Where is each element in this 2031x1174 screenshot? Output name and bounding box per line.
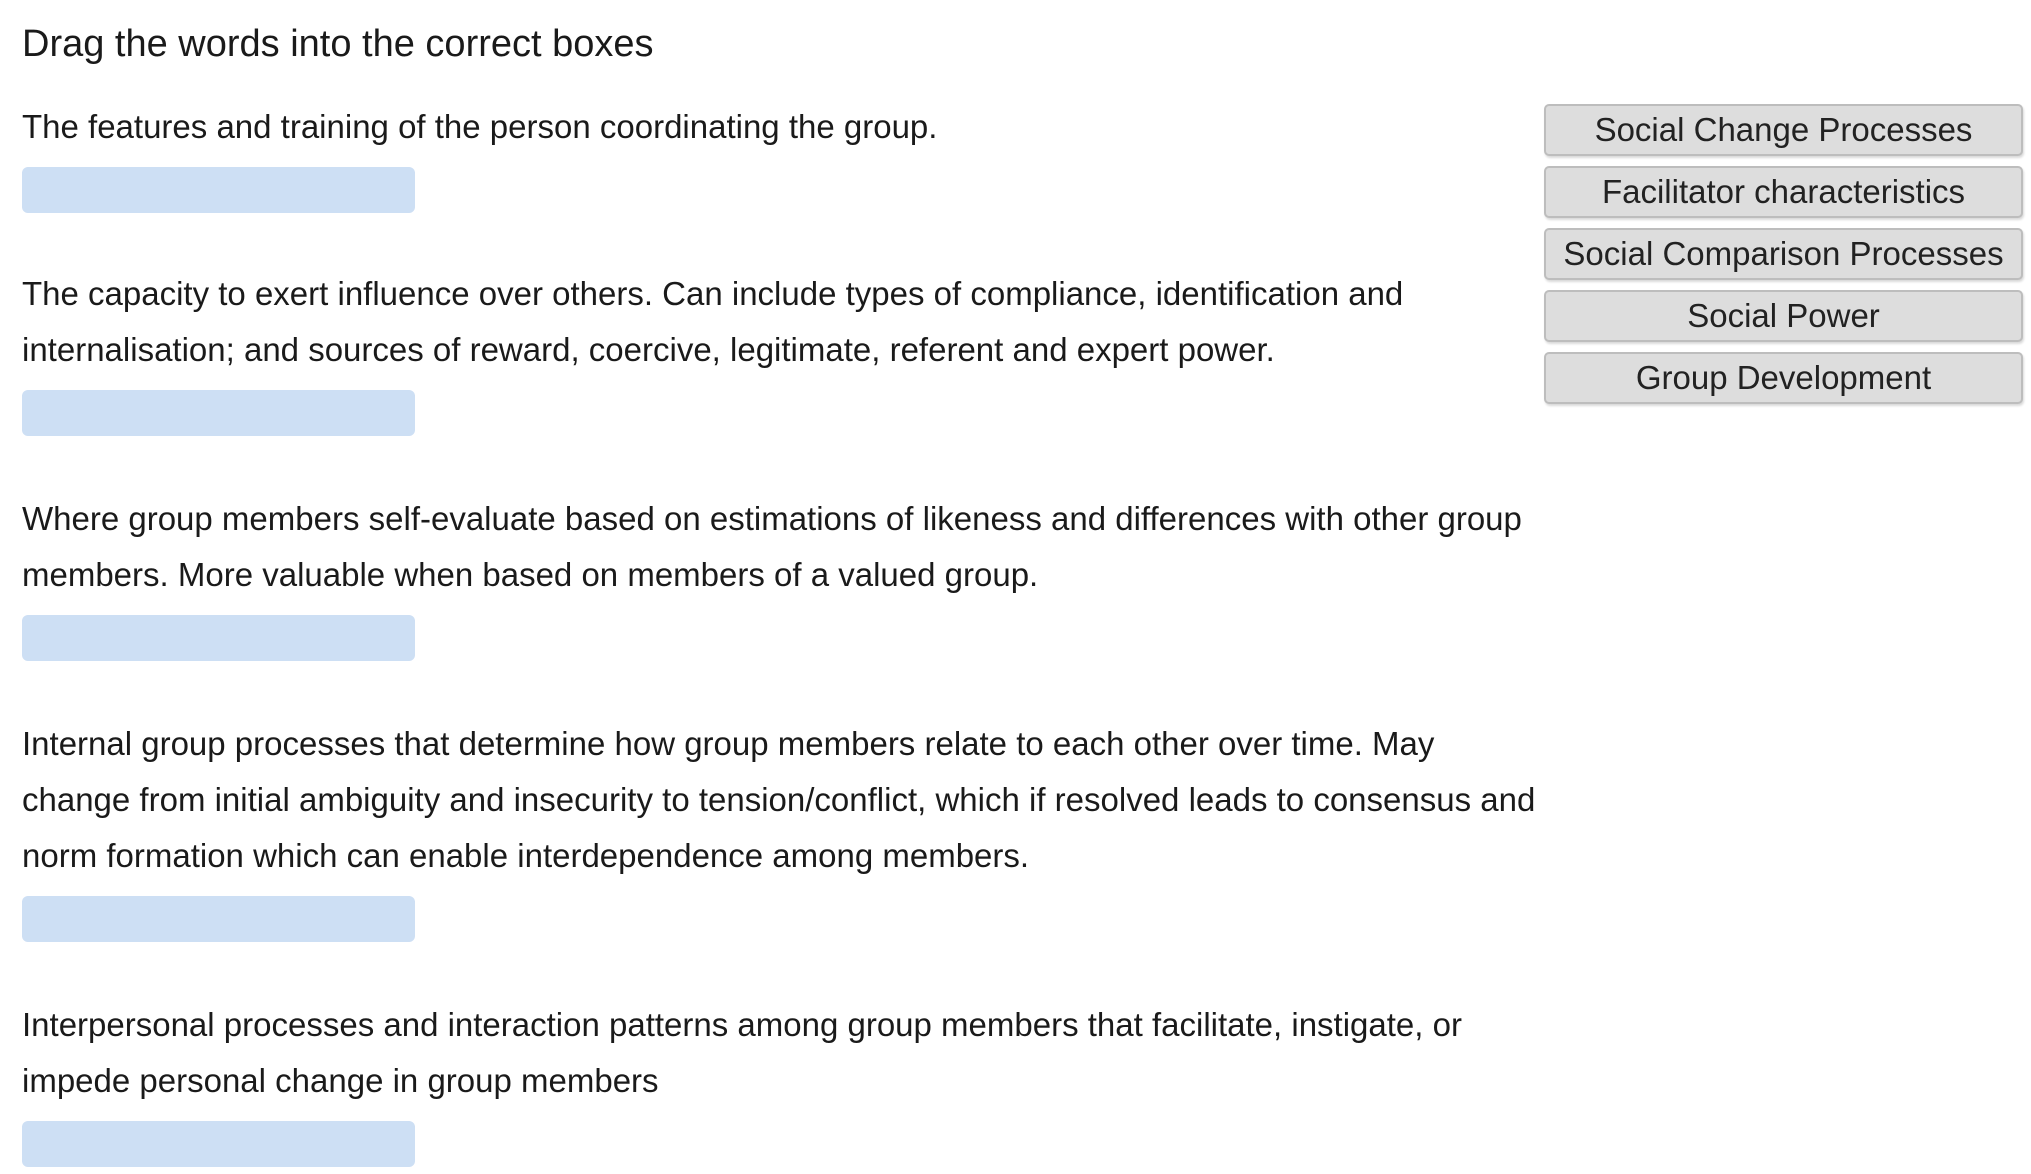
word-chip-social-power[interactable]: Social Power: [1544, 290, 2023, 342]
question-item: [22, 716, 1542, 942]
question-text: Internal group processes that determine how group members relate to each other over time. May change from initial ambiguity and insecurity to tension/conflict, which if resolved leads to consensus and norm formation which can enable interdependence among members.: [22, 725, 1536, 874]
word-bank: [1544, 104, 2023, 414]
question-text: Where group members self-evaluate based on estimations of likeness and differences with other group members. More valuable when based on members of a valued group.: [22, 500, 1522, 593]
drop-zone-4[interactable]: [22, 896, 415, 942]
question-item: [22, 997, 1542, 1167]
question-item: [22, 266, 1542, 436]
question-text: Interpersonal processes and interaction patterns among group members that facilitate, instigate, or impede personal change in group members: [22, 1006, 1462, 1099]
word-chip-social-comparison-processes[interactable]: Social Comparison Processes: [1544, 228, 2023, 280]
word-chip-social-change-processes[interactable]: Social Change Processes: [1544, 104, 2023, 156]
word-chip-group-development[interactable]: Group Development: [1544, 352, 2023, 404]
drop-zone-5[interactable]: [22, 1121, 415, 1167]
question-text: The features and training of the person coordinating the group.: [22, 108, 938, 145]
question-text: The capacity to exert influence over others. Can include types of compliance, identification and internalisation; and sources of reward, coercive, legitimate, referent and expert power.: [22, 275, 1404, 368]
drop-zone-3[interactable]: [22, 615, 415, 661]
drop-zone-2[interactable]: [22, 390, 415, 436]
question-item: [22, 491, 1542, 661]
word-chip-facilitator-characteristics[interactable]: Facilitator characteristics: [1544, 166, 2023, 218]
drop-zone-1[interactable]: [22, 167, 415, 213]
question-item: [22, 99, 1542, 213]
instructions-heading: Drag the words into the correct boxes: [22, 23, 654, 65]
